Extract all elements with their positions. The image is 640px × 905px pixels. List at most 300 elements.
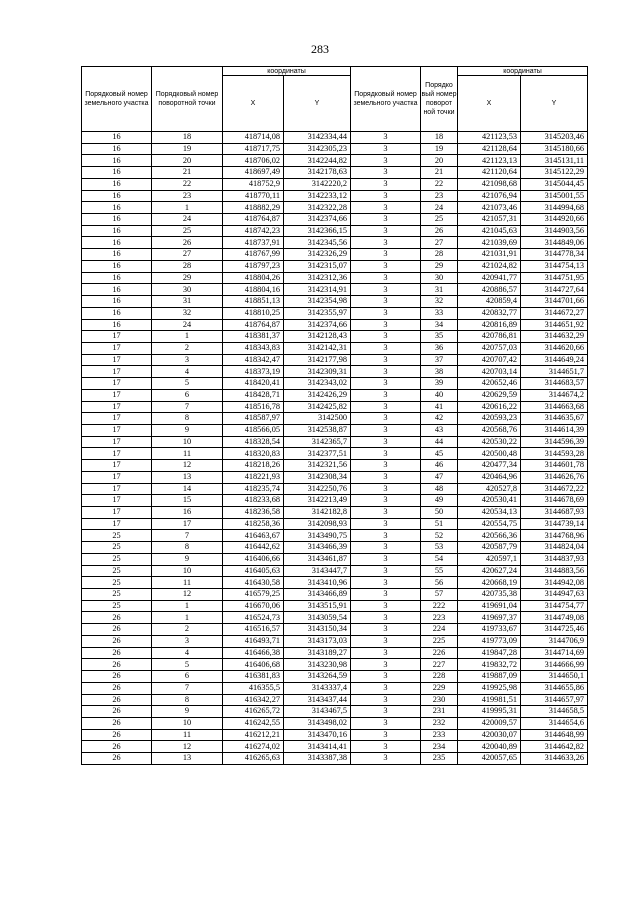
parcel-number-right: 3 [351,471,421,483]
parcel-number-left: 16 [82,178,152,190]
y-coordinate-right: 3144947,63 [521,589,588,601]
x-coordinate-right: 421039,69 [458,237,521,249]
y-coordinate-right: 3144601,78 [521,460,588,472]
x-coordinate-left: 418851,13 [223,296,284,308]
parcel-number-right: 3 [351,542,421,554]
x-coordinate-left: 418381,37 [223,331,284,343]
point-number-right: 48 [421,483,458,495]
y-coordinate-right: 3144994,68 [521,202,588,214]
y-coordinate-right: 3144642,82 [521,741,588,753]
table-row [82,225,588,237]
y-coordinate-left: 3142178,63 [284,167,351,179]
parcel-number-left: 26 [82,706,152,718]
x-coordinate-right: 420030,07 [458,729,521,741]
parcel-number-left: 26 [82,671,152,683]
point-number-right: 21 [421,167,458,179]
parcel-number-left: 25 [82,542,152,554]
parcel-number-left: 16 [82,167,152,179]
y-coordinate-left: 3143059,54 [284,612,351,624]
table-row [82,132,588,144]
parcel-number-right: 3 [351,155,421,167]
x-coordinate-right: 419847,28 [458,647,521,659]
table-row [82,460,588,472]
y-coordinate-right: 3144714,69 [521,647,588,659]
y-coordinate-left: 3143414,41 [284,741,351,753]
point-number-right: 37 [421,354,458,366]
point-number-right: 227 [421,659,458,671]
y-coordinate-left: 3142305,23 [284,143,351,155]
x-coordinate-right: 421128,64 [458,143,521,155]
point-number-left: 3 [152,354,223,366]
parcel-number-right: 3 [351,307,421,319]
parcel-number-right: 3 [351,659,421,671]
point-number-left: 10 [152,565,223,577]
y-coordinate-left: 3142321,56 [284,460,351,472]
parcel-number-right: 3 [351,589,421,601]
x-coordinate-left: 418764,87 [223,319,284,331]
parcel-number-right: 3 [351,378,421,390]
x-coordinate-right: 420527,8 [458,483,521,495]
point-number-right: 41 [421,401,458,413]
y-coordinate-right: 3144626,76 [521,471,588,483]
x-coordinate-left: 418221,93 [223,471,284,483]
y-coordinate-right: 3144706,9 [521,635,588,647]
point-number-left: 22 [152,178,223,190]
parcel-number-right: 3 [351,354,421,366]
header-coordinates-left: координаты [223,67,351,76]
y-coordinate-left: 3143461,87 [284,553,351,565]
table-row [82,331,588,343]
y-coordinate-right: 3144655,86 [521,682,588,694]
point-number-right: 23 [421,190,458,202]
y-coordinate-right: 3144739,14 [521,518,588,530]
x-coordinate-right: 420593,23 [458,413,521,425]
x-coordinate-right: 420554,75 [458,518,521,530]
point-number-right: 226 [421,647,458,659]
parcel-number-right: 3 [351,272,421,284]
parcel-number-left: 17 [82,366,152,378]
x-coordinate-left: 418258,36 [223,518,284,530]
point-number-right: 39 [421,378,458,390]
x-coordinate-right: 420703,14 [458,366,521,378]
point-number-left: 23 [152,190,223,202]
x-coordinate-right: 420587,79 [458,542,521,554]
point-number-right: 44 [421,436,458,448]
point-number-right: 38 [421,366,458,378]
x-coordinate-left: 418714,08 [223,132,284,144]
parcel-number-left: 17 [82,460,152,472]
table-row [82,319,588,331]
x-coordinate-right: 420757,03 [458,342,521,354]
x-coordinate-left: 418587,97 [223,413,284,425]
x-coordinate-left: 416265,63 [223,753,284,765]
point-number-left: 1 [152,202,223,214]
point-number-right: 27 [421,237,458,249]
point-number-left: 10 [152,436,223,448]
parcel-number-left: 16 [82,225,152,237]
point-number-left: 21 [152,167,223,179]
x-coordinate-left: 416265,72 [223,706,284,718]
x-coordinate-right: 420941,77 [458,272,521,284]
table-row [82,753,588,765]
x-coordinate-left: 416355,5 [223,682,284,694]
table-row [82,507,588,519]
x-coordinate-right: 419773,09 [458,635,521,647]
y-coordinate-right: 3144725,46 [521,624,588,636]
table-row [82,682,588,694]
x-coordinate-left: 418516,78 [223,401,284,413]
y-coordinate-right: 3144883,56 [521,565,588,577]
parcel-number-left: 16 [82,260,152,272]
parcel-number-left: 16 [82,249,152,261]
x-coordinate-right: 420735,38 [458,589,521,601]
table-row [82,272,588,284]
parcel-number-right: 3 [351,214,421,226]
parcel-number-left: 26 [82,612,152,624]
parcel-number-left: 17 [82,342,152,354]
point-number-left: 4 [152,647,223,659]
y-coordinate-right: 3144768,96 [521,530,588,542]
header-point-number-left: Порядковый номер поворотной точки [152,67,223,132]
x-coordinate-right: 420500,48 [458,448,521,460]
table-row [82,589,588,601]
x-coordinate-right: 420530,41 [458,495,521,507]
x-coordinate-right: 420616,22 [458,401,521,413]
x-coordinate-right: 420568,76 [458,424,521,436]
x-coordinate-left: 418328,54 [223,436,284,448]
x-coordinate-right: 420786,81 [458,331,521,343]
x-coordinate-right: 420534,13 [458,507,521,519]
x-coordinate-left: 418882,29 [223,202,284,214]
x-coordinate-left: 418373,19 [223,366,284,378]
y-coordinate-right: 3144674,2 [521,389,588,401]
parcel-number-left: 26 [82,729,152,741]
parcel-number-left: 25 [82,553,152,565]
point-number-left: 12 [152,460,223,472]
parcel-number-right: 3 [351,178,421,190]
parcel-number-right: 3 [351,202,421,214]
point-number-right: 224 [421,624,458,636]
table-row [82,542,588,554]
y-coordinate-left: 3142354,98 [284,296,351,308]
point-number-right: 31 [421,284,458,296]
x-coordinate-right: 419832,72 [458,659,521,671]
y-coordinate-right: 3144651,7 [521,366,588,378]
x-coordinate-right: 421073,46 [458,202,521,214]
parcel-number-right: 3 [351,389,421,401]
point-number-left: 4 [152,366,223,378]
point-number-right: 235 [421,753,458,765]
y-coordinate-right: 3144678,69 [521,495,588,507]
y-coordinate-right: 3144596,39 [521,436,588,448]
table-row [82,471,588,483]
parcel-number-right: 3 [351,694,421,706]
point-number-right: 25 [421,214,458,226]
y-coordinate-right: 3145131,11 [521,155,588,167]
parcel-number-left: 17 [82,413,152,425]
table-row [82,178,588,190]
y-coordinate-left: 3143490,75 [284,530,351,542]
point-number-left: 28 [152,260,223,272]
header-coordinates-right: координаты [458,67,588,76]
parcel-number-right: 3 [351,647,421,659]
parcel-number-right: 3 [351,401,421,413]
point-number-left: 15 [152,495,223,507]
point-number-right: 33 [421,307,458,319]
header-x-right: X [458,76,521,132]
header-y-right: Y [521,76,588,132]
parcel-number-left: 16 [82,155,152,167]
parcel-number-left: 16 [82,190,152,202]
page-number: 283 [311,42,329,56]
point-number-left: 1 [152,331,223,343]
parcel-number-right: 3 [351,249,421,261]
parcel-number-right: 3 [351,530,421,542]
table-row [82,694,588,706]
table-row [82,448,588,460]
point-number-left: 11 [152,448,223,460]
table-row [82,366,588,378]
parcel-number-right: 3 [351,495,421,507]
parcel-number-left: 16 [82,284,152,296]
parcel-number-left: 17 [82,401,152,413]
parcel-number-left: 25 [82,565,152,577]
x-coordinate-left: 416212,21 [223,729,284,741]
y-coordinate-right: 3144633,26 [521,753,588,765]
point-number-right: 43 [421,424,458,436]
point-number-left: 13 [152,753,223,765]
y-coordinate-right: 3144942,08 [521,577,588,589]
parcel-number-right: 3 [351,682,421,694]
parcel-number-right: 3 [351,237,421,249]
y-coordinate-left: 3142366,15 [284,225,351,237]
parcel-number-left: 26 [82,647,152,659]
table-row [82,237,588,249]
x-coordinate-left: 418804,26 [223,272,284,284]
parcel-number-left: 26 [82,659,152,671]
parcel-number-left: 26 [82,635,152,647]
x-coordinate-right: 420530,22 [458,436,521,448]
point-number-left: 14 [152,483,223,495]
table-row [82,436,588,448]
point-number-left: 5 [152,659,223,671]
parcel-number-right: 3 [351,553,421,565]
point-number-right: 225 [421,635,458,647]
parcel-number-left: 17 [82,389,152,401]
parcel-number-right: 3 [351,624,421,636]
point-number-left: 2 [152,624,223,636]
x-coordinate-left: 418764,87 [223,214,284,226]
table-row [82,167,588,179]
y-coordinate-right: 3144593,28 [521,448,588,460]
y-coordinate-left: 3142343,02 [284,378,351,390]
parcel-number-right: 3 [351,296,421,308]
parcel-number-left: 16 [82,202,152,214]
x-coordinate-left: 418320,83 [223,448,284,460]
parcel-number-right: 3 [351,635,421,647]
point-number-right: 32 [421,296,458,308]
y-coordinate-left: 3142345,56 [284,237,351,249]
parcel-number-right: 3 [351,507,421,519]
coordinates-table [81,66,588,765]
parcel-number-left: 17 [82,448,152,460]
table-body [82,132,588,765]
parcel-number-left: 26 [82,694,152,706]
x-coordinate-left: 418236,58 [223,507,284,519]
x-coordinate-right: 420597,1 [458,553,521,565]
point-number-right: 46 [421,460,458,472]
x-coordinate-left: 418742,23 [223,225,284,237]
parcel-number-left: 17 [82,495,152,507]
x-coordinate-right: 420477,34 [458,460,521,472]
y-coordinate-left: 3142355,97 [284,307,351,319]
parcel-number-left: 17 [82,424,152,436]
parcel-number-right: 3 [351,331,421,343]
y-coordinate-left: 3142308,34 [284,471,351,483]
table-row [82,530,588,542]
y-coordinate-right: 3144658,5 [521,706,588,718]
y-coordinate-right: 3145001,55 [521,190,588,202]
y-coordinate-left: 3142326,29 [284,249,351,261]
x-coordinate-left: 416524,73 [223,612,284,624]
parcel-number-left: 17 [82,518,152,530]
y-coordinate-right: 3144672,27 [521,307,588,319]
parcel-number-right: 3 [351,342,421,354]
y-coordinate-right: 3145044,45 [521,178,588,190]
point-number-right: 42 [421,413,458,425]
parcel-number-left: 25 [82,589,152,601]
table-row [82,389,588,401]
table-row [82,565,588,577]
x-coordinate-left: 418706,02 [223,155,284,167]
y-coordinate-right: 3144920,66 [521,214,588,226]
parcel-number-left: 17 [82,354,152,366]
y-coordinate-right: 3144650,1 [521,671,588,683]
point-number-left: 8 [152,542,223,554]
x-coordinate-left: 418752,9 [223,178,284,190]
point-number-left: 5 [152,378,223,390]
table-row [82,600,588,612]
point-number-left: 30 [152,284,223,296]
parcel-number-right: 3 [351,612,421,624]
table-row [82,354,588,366]
x-coordinate-right: 419995,31 [458,706,521,718]
table-row [82,553,588,565]
y-coordinate-right: 3144903,56 [521,225,588,237]
parcel-number-right: 3 [351,225,421,237]
table-row [82,401,588,413]
parcel-number-left: 26 [82,682,152,694]
parcel-number-right: 3 [351,671,421,683]
point-number-right: 230 [421,694,458,706]
point-number-right: 29 [421,260,458,272]
y-coordinate-left: 3143264,59 [284,671,351,683]
point-number-left: 3 [152,635,223,647]
point-number-right: 56 [421,577,458,589]
y-coordinate-left: 3143515,91 [284,600,351,612]
point-number-left: 20 [152,155,223,167]
parcel-number-left: 17 [82,436,152,448]
point-number-right: 54 [421,553,458,565]
point-number-right: 34 [421,319,458,331]
y-coordinate-right: 3144649,24 [521,354,588,366]
parcel-number-left: 16 [82,214,152,226]
y-coordinate-left: 3142233,12 [284,190,351,202]
x-coordinate-left: 416342,27 [223,694,284,706]
point-number-left: 25 [152,225,223,237]
y-coordinate-left: 3142365,7 [284,436,351,448]
point-number-right: 28 [421,249,458,261]
y-coordinate-right: 3144751,95 [521,272,588,284]
x-coordinate-right: 419697,37 [458,612,521,624]
x-coordinate-right: 420566,36 [458,530,521,542]
point-number-right: 30 [421,272,458,284]
point-number-left: 16 [152,507,223,519]
table-row [82,671,588,683]
table-row [82,214,588,226]
y-coordinate-right: 3144754,77 [521,600,588,612]
point-number-left: 27 [152,249,223,261]
point-number-right: 51 [421,518,458,530]
x-coordinate-right: 420816,89 [458,319,521,331]
table-row [82,729,588,741]
parcel-number-right: 3 [351,565,421,577]
y-coordinate-left: 3142377,51 [284,448,351,460]
point-number-left: 7 [152,530,223,542]
point-number-left: 8 [152,694,223,706]
y-coordinate-right: 3145203,46 [521,132,588,144]
y-coordinate-right: 3144849,06 [521,237,588,249]
x-coordinate-left: 418428,71 [223,389,284,401]
point-number-left: 19 [152,143,223,155]
parcel-number-left: 16 [82,237,152,249]
parcel-number-right: 3 [351,460,421,472]
x-coordinate-left: 416381,83 [223,671,284,683]
y-coordinate-left: 3142500 [284,413,351,425]
x-coordinate-left: 416242,55 [223,717,284,729]
point-number-left: 31 [152,296,223,308]
parcel-number-right: 3 [351,190,421,202]
y-coordinate-left: 3142213,49 [284,495,351,507]
y-coordinate-left: 3142314,91 [284,284,351,296]
y-coordinate-left: 3142177,98 [284,354,351,366]
point-number-right: 57 [421,589,458,601]
parcel-number-right: 3 [351,413,421,425]
y-coordinate-right: 3144749,08 [521,612,588,624]
parcel-number-left: 17 [82,507,152,519]
x-coordinate-left: 416670,06 [223,600,284,612]
x-coordinate-left: 416463,67 [223,530,284,542]
parcel-number-left: 25 [82,530,152,542]
point-number-right: 22 [421,178,458,190]
y-coordinate-right: 3144663,68 [521,401,588,413]
y-coordinate-right: 3144648,99 [521,729,588,741]
x-coordinate-right: 419981,51 [458,694,521,706]
x-coordinate-right: 420464,96 [458,471,521,483]
y-coordinate-right: 3144614,39 [521,424,588,436]
point-number-left: 6 [152,389,223,401]
y-coordinate-right: 3144778,34 [521,249,588,261]
point-number-right: 18 [421,132,458,144]
header-parcel-number-left: Порядковый номер земельного участка [82,67,152,132]
parcel-number-left: 16 [82,132,152,144]
y-coordinate-left: 3142374,66 [284,319,351,331]
point-number-left: 17 [152,518,223,530]
point-number-left: 12 [152,589,223,601]
point-number-right: 47 [421,471,458,483]
parcel-number-right: 3 [351,143,421,155]
y-coordinate-right: 3144620,66 [521,342,588,354]
